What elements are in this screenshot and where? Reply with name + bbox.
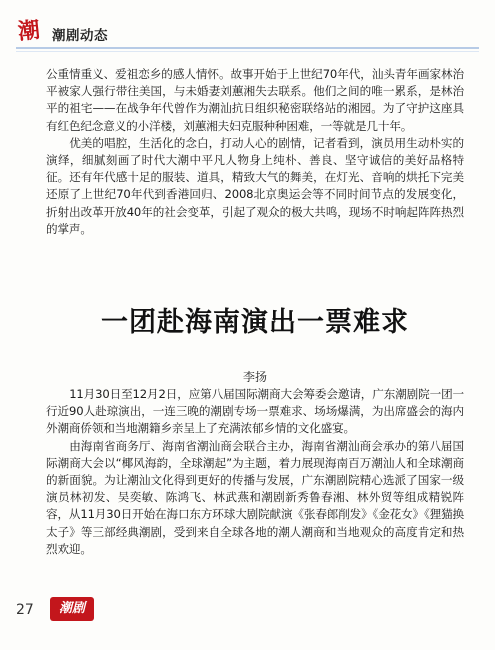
section-title: 潮剧动态 <box>52 28 108 44</box>
body-paragraph: 公重情重义、爱祖恋乡的感人情怀。故事开始于上世纪70年代，汕头青年画家林治平被家人强行带往美国，与未婚妻刘蕙湘失去联系。他们之间的唯一累系，是林治平的祖宅——在战争年代曾作为潮汕抗日组织秘密联络站的湘园。为了守护这座具有红色纪念意义的小洋楼，刘蕙湘夫妇克服种种困难，一等就是几十年。 <box>46 67 464 133</box>
header-divider <box>16 47 479 49</box>
article-title: 一团赴海南演出一票难求 <box>101 307 409 338</box>
page-header <box>0 0 495 56</box>
body-paragraph: 由海南省商务厅、海南省潮汕商会联合主办，海南省潮汕商会承办的第八届国际潮商大会以“椰风海韵，全球潮起”为主题，着力展现海南百万潮汕人和全球潮商的新面貌。为让潮汕文化得到更好的传播与发展，广东潮剧院精心选派了国家一级演员林初发、吴奕敏、陈鸿飞、林武燕和潮剧新秀鲁春湘、林外贸等组成精锐阵容，从11月30日开始在海口东方环球大剧院献演《张春郎削发》《金花女》《狸猫换太子》等三部经典潮剧，受到来自全球各地的潮人潮商和当地观众的高度肯定和热烈欢迎。 <box>46 438 464 556</box>
page-number: 27 <box>16 602 34 618</box>
article-body <box>46 386 464 558</box>
article-author: 李扬 <box>242 370 267 384</box>
header-divider-thin <box>16 51 479 52</box>
body-paragraph: 优美的唱腔，生活化的念白，打动人心的剧情，记者看到，演员用生动朴实的演绎，细腻刻画了时代大潮中平凡人物身上纯朴、善良、坚守诚信的美好品格特征。还有年代感十足的服装、道具，精致大气的舞美，在灯光、音响的烘托下完美还原了上世纪70年代到香港回归、2008北京奥运会等不同时间节点的发展变化，折射出改革开放40年的社会变革，引起了观众的极大共鸣，现场不时响起阵阵热烈的掌声。 <box>46 135 464 236</box>
previous-article-body <box>46 66 464 238</box>
magazine-logo-icon: 潮剧 <box>50 597 94 621</box>
body-paragraph: 11月30日至12月2日，应第八届国际潮商大会筹委会邀请，广东潮剧院一团一行近90人赴琼演出，一连三晚的潮剧专场一票难求、场场爆满，为出席盛会的海内外潮商侨领和当地潮籍乡亲呈上了充满浓郁乡情的文化盛宴。 <box>46 387 464 436</box>
section-logo-icon: 潮 <box>16 16 42 46</box>
